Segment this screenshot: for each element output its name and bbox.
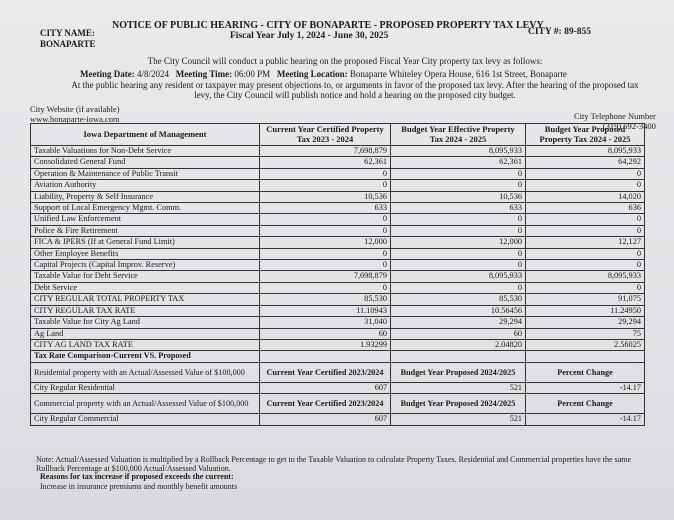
table-row xyxy=(31,328,645,339)
table-row xyxy=(31,146,645,157)
meeting-line xyxy=(80,69,567,79)
budget-effective-value: 8,095,933 xyxy=(391,271,526,282)
budget-effective-value: 0 xyxy=(391,180,526,191)
row-label: Police & Fire Retirement xyxy=(31,225,260,236)
residential-label: Residential property with an Actual/Assessed Value of $100,000 xyxy=(31,362,260,382)
row-label: Support of Local Emergency Mgmt. Comm. xyxy=(31,203,260,214)
website-block xyxy=(30,105,120,124)
budget-effective-value: 0 xyxy=(391,282,526,293)
budget-proposed-value: 2.56025 xyxy=(526,339,645,350)
row-label: CITY REGULAR TOTAL PROPERTY TAX xyxy=(31,294,260,305)
public-notice-line-1: At the public hearing any resident or taxpayer may present objections to, or arguments in favor of the proposed tax levy. After the hearing of the proposed tax xyxy=(71,80,639,90)
budget-proposed-value: 29,294 xyxy=(526,317,645,328)
row-label: Liability, Property & Self Insurance xyxy=(31,191,260,202)
table-row xyxy=(31,237,645,248)
table-row xyxy=(31,260,645,271)
header-current-certified: Current Year Certified Property Tax 2023 - 2024 xyxy=(260,124,391,146)
residential-values-row xyxy=(31,382,645,393)
table-row xyxy=(31,180,645,191)
table-row xyxy=(31,191,645,202)
budget-proposed-value: 91,075 xyxy=(526,294,645,305)
budget-effective-value: 2.04820 xyxy=(391,339,526,350)
residential-row-label: City Regular Residential xyxy=(31,382,260,393)
budget-proposed-value: 14,020 xyxy=(526,191,645,202)
city-name-label: CITY NAME: xyxy=(40,28,95,38)
intro-text: The City Council will conduct a public hearing on the proposed Fiscal Year City property tax levy as follows: xyxy=(147,56,543,66)
meeting-time: 06:00 PM xyxy=(234,69,271,79)
budget-effective-value: 12,000 xyxy=(391,237,526,248)
commercial-values-row xyxy=(31,414,645,425)
commercial-row-label: City Regular Commercial xyxy=(31,414,260,425)
current-certified-value: 10,536 xyxy=(260,191,391,202)
telephone-label: City Telephone Number xyxy=(574,111,656,121)
budget-effective-value: 62,361 xyxy=(391,157,526,168)
budget-effective-value: 0 xyxy=(391,248,526,259)
budget-proposed-value: 0 xyxy=(526,168,645,179)
budget-proposed-value: 0 xyxy=(526,214,645,225)
current-certified-value: 31,040 xyxy=(260,317,391,328)
table-row xyxy=(31,294,645,305)
row-label: FICA & IPERS (If at General Fund Limit) xyxy=(31,237,260,248)
meeting-date: 4/8/2024 xyxy=(136,69,169,79)
commercial-current-header: Current Year Certified 2023/2024 xyxy=(260,394,391,414)
current-certified-value: 0 xyxy=(260,225,391,236)
commercial-label: Commercial property with an Actual/Assessed Value of $100,000 xyxy=(31,394,260,414)
reasons-text: Increase in insurance premiums and monthly benefit amounts xyxy=(40,482,238,491)
table-row xyxy=(31,339,645,350)
budget-proposed-value: 0 xyxy=(526,248,645,259)
budget-effective-value: 85,530 xyxy=(391,294,526,305)
row-label: Operation & Maintenance of Public Transit xyxy=(31,168,260,179)
row-label: Debt Service xyxy=(31,282,260,293)
current-certified-value: 0 xyxy=(260,168,391,179)
current-certified-value: 0 xyxy=(260,248,391,259)
current-certified-value: 7,698,879 xyxy=(260,146,391,157)
fiscal-year: Fiscal Year July 1, 2024 - June 30, 2025 xyxy=(230,31,389,41)
public-notice-line-2: levy, the City Council will publish notice and hold a hearing on the proposed city budget. xyxy=(194,90,516,100)
current-certified-value: 0 xyxy=(260,282,391,293)
public-notice xyxy=(30,80,674,100)
budget-proposed-value: 0 xyxy=(526,180,645,191)
budget-effective-value: 10.56456 xyxy=(391,305,526,316)
current-certified-value: 60 xyxy=(260,328,391,339)
budget-proposed-value: 8,095,933 xyxy=(526,271,645,282)
table-row xyxy=(31,282,645,293)
rollback-note: Note: Actual/Assessed Valuation is multiplied by a Rollback Percentage to get to the Taxable Valuation to calculate Property Taxes. Residential and Commercial properties have the same Rollback Percentage at $100,000 Actual/Assessed Valuation. xyxy=(36,455,632,473)
row-label: Other Employee Benefits xyxy=(31,248,260,259)
current-certified-value: 0 xyxy=(260,260,391,271)
budget-proposed-value: 0 xyxy=(526,225,645,236)
budget-effective-value: 8,095,933 xyxy=(391,146,526,157)
city-name: BONAPARTE xyxy=(40,39,96,49)
budget-effective-value: 633 xyxy=(391,203,526,214)
residential-change: -14.17 xyxy=(526,382,645,393)
commercial-percent-header: Percent Change xyxy=(526,394,645,414)
row-label: Taxable Value for City Ag Land xyxy=(31,317,260,328)
table-header-row xyxy=(31,124,645,146)
residential-header-row xyxy=(31,362,645,382)
budget-proposed-value: 12,127 xyxy=(526,237,645,248)
current-certified-value: 0 xyxy=(260,214,391,225)
residential-percent-header: Percent Change xyxy=(526,362,645,382)
budget-proposed-value: 64,292 xyxy=(526,157,645,168)
row-label: CITY AG LAND TAX RATE xyxy=(31,339,260,350)
table-row xyxy=(31,168,645,179)
budget-proposed-value: 0 xyxy=(526,260,645,271)
budget-proposed-value: 636 xyxy=(526,203,645,214)
budget-proposed-value: 11.24950 xyxy=(526,305,645,316)
levy-table xyxy=(30,123,645,426)
current-certified-value: 12,000 xyxy=(260,237,391,248)
comparison-title: Tax Rate Comparison-Current VS. Proposed xyxy=(31,351,260,362)
table-row xyxy=(31,203,645,214)
residential-proposed-header: Budget Year Proposed 2024/2025 xyxy=(391,362,526,382)
header-budget-effective: Budget Year Effective Property Tax 2024 - 2025 xyxy=(391,124,526,146)
commercial-proposed: 521 xyxy=(391,414,526,425)
budget-proposed-value: 0 xyxy=(526,282,645,293)
meeting-date-label: Meeting Date: xyxy=(80,69,135,79)
comparison-section xyxy=(31,351,645,425)
current-certified-value: 7,698,879 xyxy=(260,271,391,282)
row-label: CITY REGULAR TAX RATE xyxy=(31,305,260,316)
residential-proposed: 521 xyxy=(391,382,526,393)
budget-effective-value: 0 xyxy=(391,225,526,236)
website-label: City Website (if available) xyxy=(30,104,120,114)
budget-effective-value: 60 xyxy=(391,328,526,339)
table-row xyxy=(31,317,645,328)
row-label: Aviation Authority xyxy=(31,180,260,191)
current-certified-value: 85,530 xyxy=(260,294,391,305)
table-row xyxy=(31,214,645,225)
current-certified-value: 62,361 xyxy=(260,157,391,168)
table-row xyxy=(31,157,645,168)
row-label: Consolidated General Fund xyxy=(31,157,260,168)
comparison-title-row xyxy=(31,351,645,362)
commercial-change: -14.17 xyxy=(526,414,645,425)
residential-current: 607 xyxy=(260,382,391,393)
budget-effective-value: 29,294 xyxy=(391,317,526,328)
row-label: Unified Law Enforcement xyxy=(31,214,260,225)
budget-effective-value: 0 xyxy=(391,168,526,179)
table-body xyxy=(31,146,645,351)
meeting-time-label: Meeting Time: xyxy=(175,69,233,79)
current-certified-value: 633 xyxy=(260,203,391,214)
commercial-current: 607 xyxy=(260,414,391,425)
current-certified-value: 1.93299 xyxy=(260,339,391,350)
row-label: Capital Projects (Capital Improv. Reserve) xyxy=(31,260,260,271)
meeting-location-label: Meeting Location: xyxy=(276,69,348,79)
current-certified-value: 0 xyxy=(260,180,391,191)
row-label: Taxable Valuations for Non-Debt Service xyxy=(31,146,260,157)
table-row xyxy=(31,305,645,316)
budget-effective-value: 0 xyxy=(391,260,526,271)
commercial-header-row xyxy=(31,394,645,414)
city-number: CITY #: 89-855 xyxy=(528,27,591,37)
row-label: Ag Land xyxy=(31,328,260,339)
meeting-location: Bonaparte Whiteley Opera House, 616 1st Street, Bonaparte xyxy=(349,69,567,79)
reasons-heading: Reasons for tax increase if proposed exceeds the current: xyxy=(40,472,234,481)
budget-effective-value: 0 xyxy=(391,214,526,225)
row-label: Taxable Value for Debt Service xyxy=(31,271,260,282)
residential-current-header: Current Year Certified 2023/2024 xyxy=(260,362,391,382)
current-certified-value: 11.10943 xyxy=(260,305,391,316)
telephone-number: (319) 592-3400 xyxy=(602,121,656,131)
budget-proposed-value: 75 xyxy=(526,328,645,339)
budget-proposed-value: 8,095,933 xyxy=(526,146,645,157)
table-row xyxy=(31,271,645,282)
city-name-block xyxy=(40,28,96,50)
commercial-proposed-header: Budget Year Proposed 2024/2025 xyxy=(391,394,526,414)
header-department: Iowa Department of Management xyxy=(31,124,260,146)
website-link[interactable]: www.bonaparte-iowa.com xyxy=(30,113,120,124)
header-budget-proposed: Budget Year Proposed Property Tax 2024 - 2025 xyxy=(526,124,645,146)
table-row xyxy=(31,225,645,236)
budget-effective-value: 10,536 xyxy=(391,191,526,202)
notice-title: NOTICE OF PUBLIC HEARING - CITY OF BONAPARTE - PROPOSED PROPERTY TAX LEVY xyxy=(112,20,544,31)
table-row xyxy=(31,248,645,259)
